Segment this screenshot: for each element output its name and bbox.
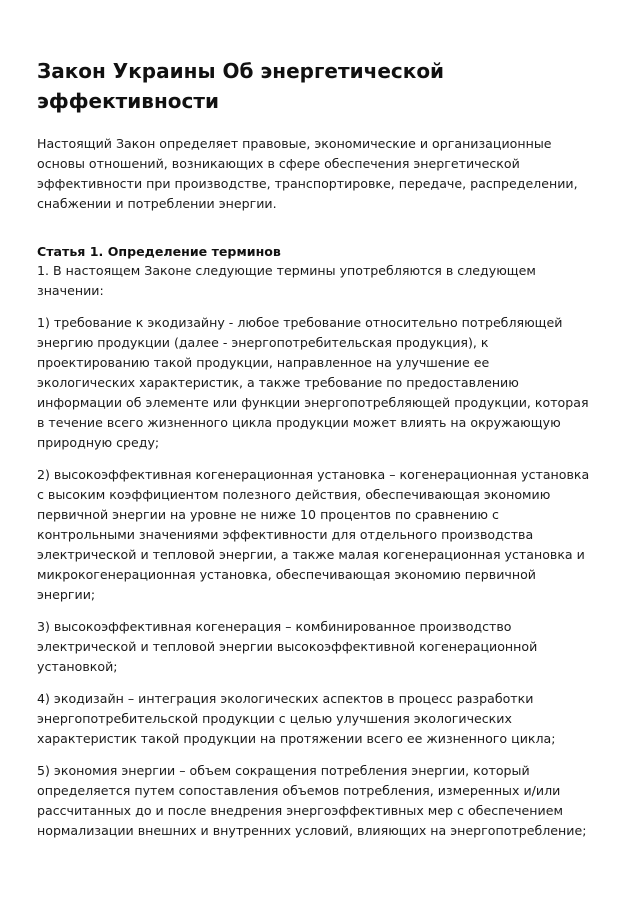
- text-line: природную среду;: [37, 435, 160, 450]
- text-line: рассчитанных до и после внедрения энергоэффективных мер с обеспечением: [37, 803, 563, 818]
- text-line: 3) высокоэффективная когенерация – комбинированное производство: [37, 619, 512, 634]
- intro-paragraph: [37, 134, 640, 214]
- text-line: 4) экодизайн – интеграция экологических аспектов в процесс разработки: [37, 691, 534, 706]
- definition-item: [37, 761, 640, 841]
- text-line: с высоким коэффициентом полезного действия, обеспечивающая экономию: [37, 487, 551, 502]
- definition-item: [37, 617, 640, 677]
- text-line: энергию продукции (далее - энергопотребительская продукция), к: [37, 335, 489, 350]
- text-line: установкой;: [37, 659, 118, 674]
- definition-item: [37, 313, 640, 453]
- text-line: значении:: [37, 283, 104, 298]
- text-line: первичной энергии на уровне не ниже 10 процентов по сравнению с: [37, 507, 499, 522]
- text-line: характеристик такой продукции на протяжении всего ее жизненного цикла;: [37, 731, 556, 746]
- text-line: эффективности при производстве, транспортировке, передаче, распределении,: [37, 176, 578, 191]
- text-line: проектированию такой продукции, направленное на улучшение ее: [37, 355, 490, 370]
- text-line: контрольными значениями эффективности для отдельного производства: [37, 527, 534, 542]
- text-line: экологических характеристик, а также требование по предоставлению: [37, 375, 519, 390]
- text-line: основы отношений, возникающих в сфере обеспечения энергетической: [37, 156, 520, 171]
- definition-item: [37, 689, 640, 749]
- text-line: 1) требование к экодизайну - любое требование относительно потребляющей: [37, 315, 563, 330]
- document-title: [37, 56, 640, 116]
- text-line: энергии;: [37, 587, 96, 602]
- text-line: снабжении и потреблении энергии.: [37, 196, 277, 211]
- title-line: эффективности: [37, 89, 219, 113]
- text-line: Настоящий Закон определяет правовые, экономические и организационные: [37, 136, 552, 151]
- article-body: [37, 261, 640, 841]
- text-line: 5) экономия энергии – объем сокращения потребления энергии, который: [37, 763, 530, 778]
- text-line: 2) высокоэффективная когенерационная установка – когенерационная установка: [37, 467, 590, 482]
- text-line: микрокогенерационная установка, обеспечивающая экономию первичной: [37, 567, 536, 582]
- text-line: электрической и тепловой энергии высокоэффективной когенерационной: [37, 639, 538, 654]
- text-line: в течение всего жизненного цикла продукции может влиять на окружающую: [37, 415, 561, 430]
- title-line: Закон Украины Об энергетической: [37, 59, 445, 83]
- text-line: энергопотребительской продукции с целью улучшения экологических: [37, 711, 512, 726]
- text-line: электрической и тепловой энергии, а также малая когенерационная установка и: [37, 547, 585, 562]
- text-line: 1. В настоящем Законе следующие термины употребляются в следующем: [37, 263, 536, 278]
- article-heading: Статья 1. Определение терминов: [37, 244, 281, 259]
- text-line: нормализации внешних и внутренних условий, влияющих на энергопотребление;: [37, 823, 587, 838]
- article-clause: [37, 261, 640, 301]
- text-line: определяется путем сопоставления объемов потребления, измеренных и/или: [37, 783, 561, 798]
- definition-item: [37, 465, 640, 605]
- text-line: информации об элементе или функции энергопотребляющей продукции, которая: [37, 395, 589, 410]
